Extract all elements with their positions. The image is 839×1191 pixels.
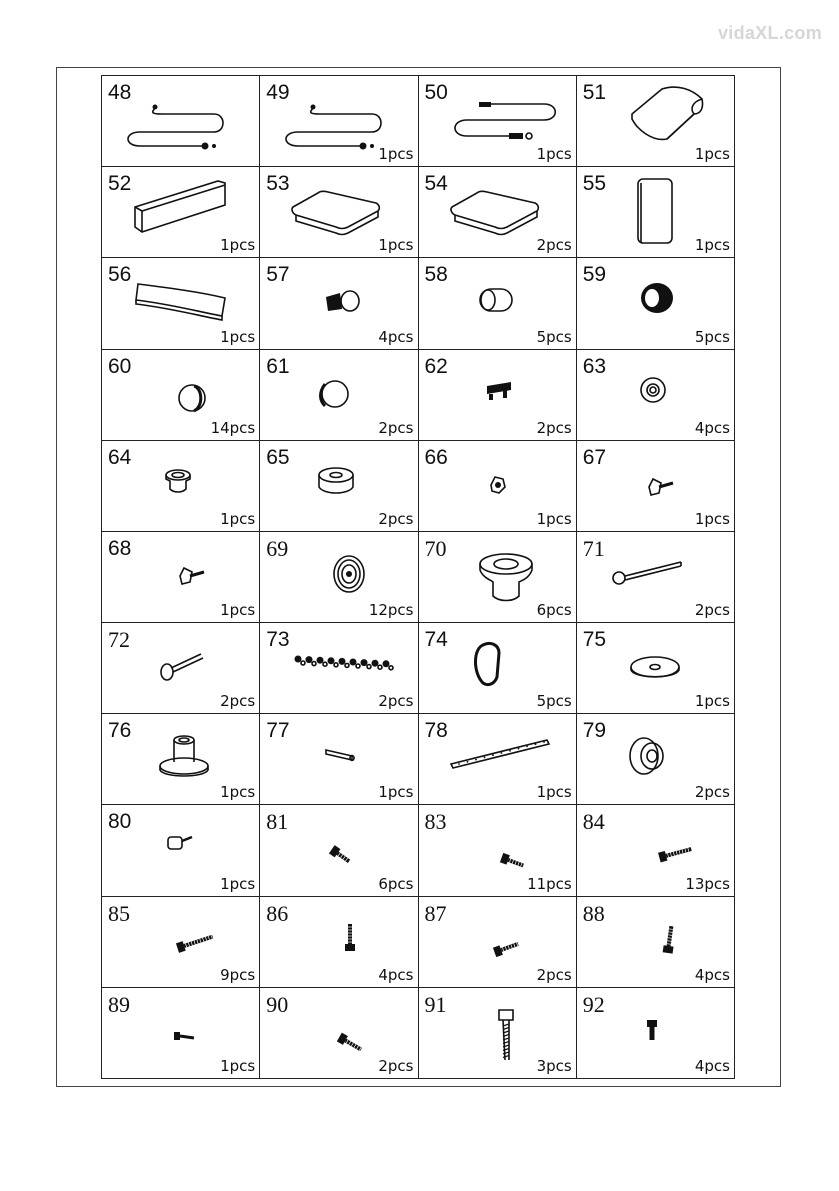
part-cell	[260, 532, 418, 623]
part-number: 84	[582, 809, 605, 835]
part-number: 50	[424, 81, 448, 104]
part-number: 51	[582, 81, 607, 104]
part-number: 73	[266, 628, 290, 652]
parts-grid	[101, 75, 735, 1079]
part-quantity: 2pcs	[694, 783, 730, 802]
part-number: 53	[266, 172, 290, 196]
logo-text: vidaXL.com	[718, 23, 823, 43]
part-number: 63	[582, 354, 607, 378]
part-quantity: 6pcs	[536, 601, 572, 620]
part-number: 68	[108, 536, 132, 560]
part-quantity: 12pcs	[368, 601, 414, 620]
part-quantity: 2pcs	[694, 601, 730, 620]
part-quantity: 1pcs	[536, 509, 572, 528]
part-quantity: 2pcs	[378, 692, 414, 711]
part-cell	[102, 623, 260, 714]
part-number: 48	[108, 81, 132, 104]
part-quantity: 3pcs	[536, 1056, 572, 1075]
part-number: 57	[266, 263, 290, 287]
part-number: 56	[108, 263, 132, 287]
part-cell	[102, 167, 260, 258]
part-cell	[577, 623, 735, 714]
part-number: 60	[108, 354, 132, 378]
part-quantity: 1pcs	[378, 236, 414, 255]
part-number: 92	[582, 991, 605, 1017]
part-cell	[102, 714, 260, 805]
part-number: 52	[108, 172, 132, 196]
part-number: 66	[424, 445, 448, 469]
part-cell	[577, 897, 735, 988]
part-number: 87	[424, 900, 447, 926]
part-quantity: 5pcs	[536, 327, 572, 346]
part-quantity: 2pcs	[536, 236, 572, 255]
part-quantity: 1pcs	[220, 327, 256, 346]
part-number: 79	[582, 719, 607, 743]
part-number: 64	[108, 445, 132, 469]
part-number: 74	[424, 628, 448, 652]
part-cell	[577, 441, 735, 532]
part-cell	[577, 167, 735, 258]
part-number: 83	[424, 809, 447, 835]
part-cell	[419, 623, 577, 714]
part-number: 86	[266, 900, 289, 926]
part-cell	[419, 258, 577, 349]
part-cell	[419, 167, 577, 258]
part-number: 81	[266, 809, 289, 835]
part-number: 58	[424, 263, 448, 287]
part-quantity: 9pcs	[220, 965, 256, 984]
part-cell	[419, 897, 577, 988]
part-cell	[102, 897, 260, 988]
part-cell	[260, 350, 418, 441]
part-quantity: 4pcs	[694, 418, 730, 437]
part-quantity: 1pcs	[536, 783, 572, 802]
part-cell	[419, 350, 577, 441]
part-quantity: 4pcs	[378, 965, 414, 984]
part-cell	[260, 441, 418, 532]
part-quantity: 1pcs	[694, 692, 730, 711]
part-number: 89	[108, 991, 130, 1017]
part-number: 72	[108, 627, 130, 653]
part-cell	[419, 76, 577, 167]
part-cell	[419, 988, 577, 1079]
part-quantity: 5pcs	[694, 327, 730, 346]
part-number: 54	[424, 172, 448, 196]
part-cell	[102, 532, 260, 623]
part-cell	[577, 76, 735, 167]
part-quantity: 2pcs	[378, 1056, 414, 1075]
part-cell	[577, 258, 735, 349]
part-number: 62	[424, 354, 448, 378]
part-quantity: 1pcs	[220, 783, 256, 802]
part-quantity: 4pcs	[378, 327, 414, 346]
part-number: 59	[582, 263, 607, 287]
part-quantity: 1pcs	[378, 145, 414, 164]
part-quantity: 5pcs	[536, 692, 572, 711]
part-cell	[577, 350, 735, 441]
part-quantity: 1pcs	[378, 783, 414, 802]
part-cell	[260, 714, 418, 805]
part-quantity: 1pcs	[220, 1056, 256, 1075]
part-quantity: 1pcs	[694, 236, 730, 255]
part-quantity: 1pcs	[220, 874, 256, 893]
part-number: 90	[266, 991, 289, 1017]
part-number: 70	[424, 535, 447, 561]
part-quantity: 1pcs	[694, 509, 730, 528]
part-number: 71	[582, 535, 605, 561]
part-cell	[102, 805, 260, 896]
part-number: 85	[108, 900, 130, 926]
part-number: 76	[108, 719, 132, 743]
part-quantity: 11pcs	[527, 874, 572, 893]
part-quantity: 2pcs	[378, 509, 414, 528]
part-cell	[102, 350, 260, 441]
part-quantity: 1pcs	[536, 145, 572, 164]
vidaxl-logo	[718, 18, 823, 46]
part-number: 80	[108, 810, 132, 834]
part-cell	[260, 805, 418, 896]
part-quantity: 1pcs	[220, 236, 256, 255]
part-cell	[260, 258, 418, 349]
part-cell	[260, 988, 418, 1079]
part-cell	[260, 167, 418, 258]
part-cell	[419, 714, 577, 805]
part-cell	[419, 532, 577, 623]
part-quantity: 6pcs	[378, 874, 414, 893]
part-number: 77	[266, 719, 290, 743]
part-number: 67	[582, 445, 607, 469]
part-quantity: 2pcs	[378, 418, 414, 437]
part-cell	[577, 988, 735, 1079]
part-quantity: 1pcs	[694, 145, 730, 164]
part-cell	[260, 623, 418, 714]
part-quantity: 4pcs	[694, 1056, 730, 1075]
part-number: 88	[582, 900, 605, 926]
part-quantity: 14pcs	[210, 418, 256, 437]
part-number: 91	[424, 991, 447, 1017]
part-cell	[577, 714, 735, 805]
part-number: 78	[424, 719, 448, 743]
part-cell	[577, 532, 735, 623]
part-cell	[102, 258, 260, 349]
part-quantity: 2pcs	[220, 692, 256, 711]
part-quantity: 1pcs	[220, 601, 256, 620]
part-quantity: 2pcs	[536, 965, 572, 984]
part-number: 75	[582, 628, 607, 652]
part-number: 65	[266, 445, 290, 469]
part-number: 69	[266, 535, 289, 561]
part-number: 55	[582, 172, 607, 196]
part-quantity: 2pcs	[536, 418, 572, 437]
part-cell	[260, 76, 418, 167]
part-quantity: 1pcs	[220, 509, 256, 528]
part-cell	[102, 76, 260, 167]
part-cell	[419, 805, 577, 896]
part-cell	[577, 805, 735, 896]
part-cell	[102, 988, 260, 1079]
part-quantity: 13pcs	[685, 874, 730, 893]
cable-icon	[102, 76, 259, 166]
part-quantity: 4pcs	[694, 965, 730, 984]
part-cell	[102, 441, 260, 532]
part-cell	[419, 441, 577, 532]
part-number: 49	[266, 81, 290, 104]
part-number: 61	[266, 354, 290, 378]
part-cell	[260, 897, 418, 988]
